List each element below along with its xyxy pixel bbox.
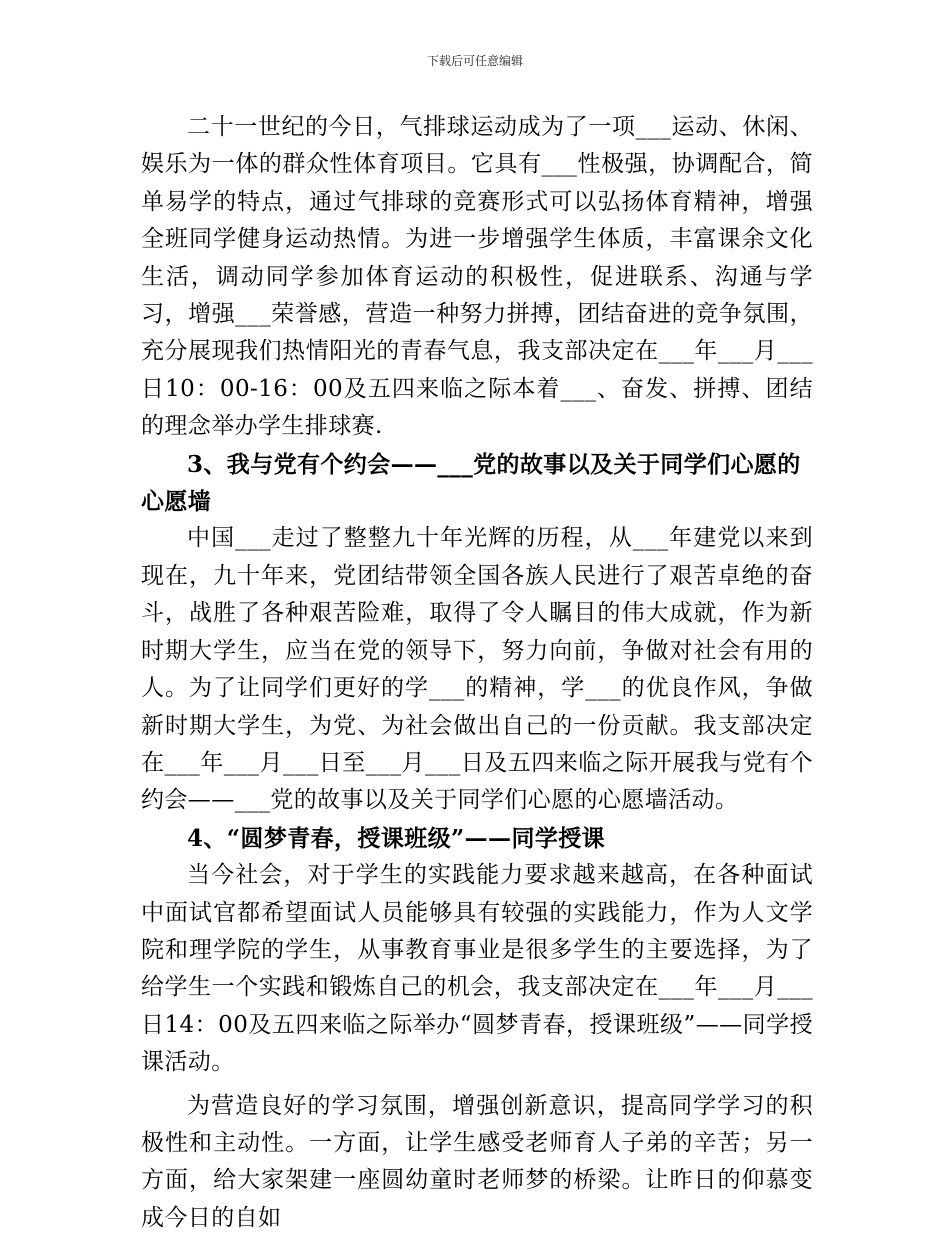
paragraph-party-history: 中国___走过了整整九十年光辉的历程，从___年建党以来到现在，九十年来，党团结带领全国各族人民进行了艰苦卓绝的奋斗，战胜了各种艰苦险难，取得了令人瞩目的伟大成就，作为新时期大学生，应当在党的领导下，努力向前，争做对社会有用的人。为了让同学们更好的学___的精神，学___的优良作风，争做新时期大学生，为党、为社会做出自己的一份贡献。我支部决定在___年___月___日至___月___日及五四来临之际开展我与党有个约会——___党的故事以及关于同学们心愿的心愿墙活动。 (141, 525, 813, 814)
paragraph-volleyball: 二十一世纪的今日，气排球运动成为了一项___运动、休闲、娱乐为一体的群众性体育项目。它具有___性极强，协调配合，简单易学的特点，通过气排球的竞赛形式可以弘扬体育精神，增强全班同学健身运动热情。为进一步增强学生体质，丰富课余文化生活，调动同学参加体育运动的积极性，促进联系、沟通与学习，增强___荣誉感，营造一种努力拼搏，团结奋进的竞争氛围，充分展现我们热情阳光的青春气息，我支部决定在___年___月___日10：00-16：00及五四来临之际本着___、奋发、拼搏、团结的理念举办学生排球赛. (141, 114, 813, 440)
document-body (141, 109, 813, 1237)
paragraph-learning-atmosphere: 为营造良好的学习氛围，增强创新意识，提高同学学习的积极性和主动性。一方面，让学生感受老师育人子弟的辛苦；另一方面，给大家架建一座圆幼童时老师梦的桥梁。让昨日的仰慕变成今日的自如 (141, 1092, 813, 1231)
heading-section-4: 4、“圆梦青春，授课班级”——同学授课 (187, 824, 606, 852)
heading-section-3: 3、我与党有个约会——___党的故事以及关于同学们心愿的心愿墙 (141, 450, 801, 516)
paragraph-practice-teaching: 当今社会，对于学生的实践能力要求越来越高，在各种面试中面试官都希望面试人员能够具有较强的实践能力，作为人文学院和理学院的学生，从事教育事业是很多学生的主要选择，为了给学生一个实践和锻炼自己的机会，我支部决定在___年___月___日14：00及五四来临之际举办“圆梦青春，授课班级”——同学授课活动。 (141, 862, 813, 1076)
header-note: 下载后可任意编辑 (426, 54, 523, 68)
